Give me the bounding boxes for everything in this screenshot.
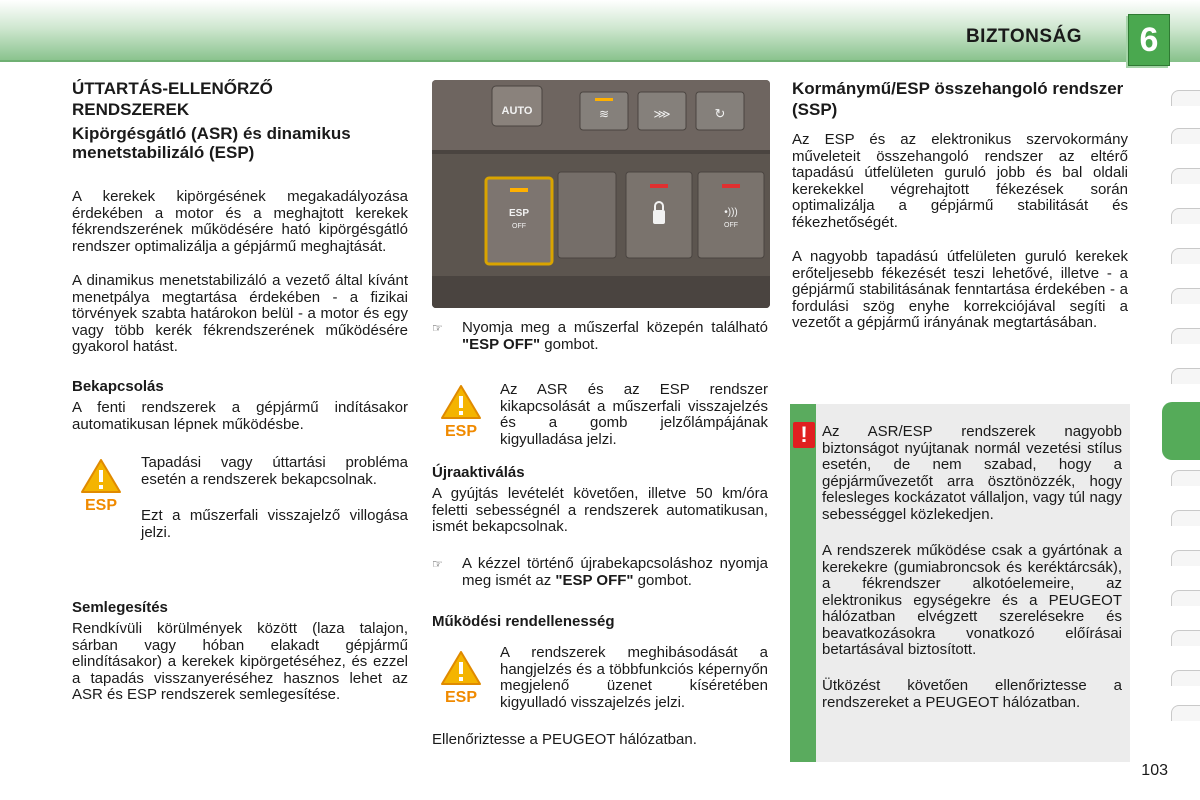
left-title: ÚTTARTÁS-ELLENŐRZŐ RENDSZEREK [72, 79, 273, 119]
esp-warning-icon [80, 458, 122, 514]
bullet2-text-end: gombot. [633, 571, 692, 589]
side-tab[interactable] [1171, 248, 1200, 264]
semleges-text: Rendkívüli körülmények között (laza talajon, sárban vagy hóban elakadt gépjármű elindításakor) a kerekek kipörgetéséhez, és ezzel a tapadás visszanyeréséhez hasznos lehet az ASR és ESP rendszerek semlegesítése. [72, 620, 408, 703]
side-tab[interactable] [1171, 510, 1200, 526]
exclamation-icon: ! [793, 422, 815, 448]
left-para-1: A kerekek kipörgésének megakadályozása érdekében a motor és a meghajtott kerekek fékrendszerének működésére ható kipörgésgátló rendszer optimalizálja a gépjármű meghajtását. [72, 188, 408, 255]
section-title: BIZTONSÁG [965, 26, 1082, 47]
ujraaktivalas-heading: Újraaktiválás [432, 464, 525, 481]
ujraaktivalas-text: A gyújtás levételét követően, illetve 50 km/óra feletti sebességnél a rendszerek automatikusan, ismét bekapcsolnak. [432, 485, 768, 535]
side-tab[interactable] [1171, 368, 1200, 384]
side-tab[interactable] [1171, 128, 1200, 144]
pointer-icon: ☞ [432, 557, 443, 571]
page-number: 103 [1141, 762, 1168, 779]
bullet2-text: A kézzel történő újrabekapcsoláshoz nyomja meg ismét az [462, 555, 768, 589]
svg-text:≋: ≋ [598, 107, 610, 121]
mukodesi-heading: Működési rendellenesség [432, 613, 615, 630]
note-para-1: Az ASR/ESP rendszerek nagyobb biztonságot nyújtanak normál vezetési stílus esetén, de nem szabad, hogy a gépjárművezetőt arra ösztönözzék, hogy felesleges kockázatot vállaljon, vagy túl nagy sebességgel közlekedjen. [822, 423, 1122, 523]
esp-off-button-ref: "ESP OFF" [462, 335, 541, 353]
semleges-heading: Semlegesítés [72, 599, 168, 616]
note-bar [790, 404, 816, 762]
bullet-reactivate [432, 556, 768, 589]
side-tab[interactable] [1171, 670, 1200, 686]
bekapcsolas-text: A fenti rendszerek a gépjármű indításakor automatikusan lépnek működésbe. [72, 399, 408, 433]
side-tab[interactable] [1171, 630, 1200, 646]
side-tab-active[interactable] [1162, 402, 1200, 460]
svg-text:•))): •))) [724, 207, 738, 218]
bekapcsolas-heading: Bekapcsolás [72, 378, 164, 395]
right-para-1: Az ESP és az elektronikus szervokormány műveleteit összehangoló rendszer az eltérő tapadású útfelületen guruló jobb és bal oldali kerekekkel végrehajtott fékezések során optimalizálja a gépjármű stabilitását és fékezhetőségét. [792, 131, 1128, 231]
left-warning-text-2: Ezt a műszerfali visszajelző villogása jelzi. [141, 507, 408, 541]
side-tab[interactable] [1171, 288, 1200, 304]
bullet1-text: Nyomja meg a műszerfal közepén található [462, 319, 768, 336]
side-tab[interactable] [1171, 90, 1200, 106]
middle-warning2-text: A rendszerek meghibásodását a hangjelzés és a többfunkciós képernyőn megjelenő üzenet kíséretében kigyulladó visszajelzés jelzi. [500, 644, 768, 711]
dashboard-photo [432, 80, 770, 308]
middle-warning-text: Az ASR és az ESP rendszer kikapcsolását a műszerfali visszajelzés és a gomb jelzőlámpájának kigyulladása jelzi. [500, 381, 768, 448]
esp-off-button-ref-2: "ESP OFF" [555, 571, 634, 589]
side-tab[interactable] [1171, 705, 1200, 721]
note-para-3: Ütközést követően ellenőriztesse a rendszereket a PEUGEOT hálózatban. [822, 677, 1122, 711]
svg-text:⋙: ⋙ [653, 107, 671, 121]
middle-final-text: Ellenőriztesse a PEUGEOT hálózatban. [432, 731, 697, 748]
side-tab[interactable] [1171, 328, 1200, 344]
right-para-2: A nagyobb tapadású útfelületen guruló kerekek erőteljesebb fékezését teszi lehetővé, illetve - a gépjármű stabilitásának fenntartása érdekében - a fordulási szög enyhe korrekciójával segíti a vezetőt a gépjármű irányának megtartásában. [792, 248, 1128, 331]
side-tab[interactable] [1171, 168, 1200, 184]
side-tab[interactable] [1171, 590, 1200, 606]
side-tab[interactable] [1171, 470, 1200, 486]
svg-text:ESP: ESP [84, 497, 118, 514]
chapter-number: 6 [1128, 14, 1170, 66]
left-warning-text-1: Tapadási vagy úttartási probléma esetén a rendszerek bekapcsolnak. [141, 454, 408, 488]
esp-off-label: OFF [512, 223, 526, 230]
left-para-2: A dinamikus menetstabilizáló a vezető által kívánt menetpálya megtartása érdekében - a fizikai törvények szabta határokon belül - a motor és egy vagy több kerék fékrendszerének működésére gyakorol hatást. [72, 272, 408, 355]
dashboard-illustration [432, 80, 770, 308]
svg-text:ESP: ESP [444, 689, 478, 706]
esp-warning-icon [440, 384, 482, 440]
bullet-press-esp [432, 320, 768, 353]
off-label-2: OFF [724, 222, 738, 229]
side-tab[interactable] [1171, 550, 1200, 566]
svg-text:↻: ↻ [714, 106, 726, 121]
pointer-icon: ☞ [432, 321, 443, 335]
auto-label: AUTO [501, 105, 533, 117]
esp-button-label: ESP [508, 208, 530, 219]
right-title: Kormánymű/ESP összehangoló rendszer (SSP) [792, 79, 1124, 119]
left-subtitle: Kipörgésgátló (ASR) és dinamikus menetstabilizáló (ESP) [72, 124, 351, 162]
esp-warning-icon [440, 650, 482, 706]
svg-text:ESP: ESP [444, 423, 478, 440]
note-para-2: A rendszerek működése csak a gyártónak a kerekekre (gumiabroncsok és keréktárcsák), a fékrendszer alkotóelemeire, az elektronikus egységekre és a PEUGEOT hálózatban elvégzett szerelésekre és beavatkozásokra vonatkozó előírásai betartásával biztosított. [822, 542, 1122, 658]
bullet1-text-end: gombot. [540, 335, 599, 353]
header-rule [0, 60, 1110, 62]
side-tab[interactable] [1171, 208, 1200, 224]
